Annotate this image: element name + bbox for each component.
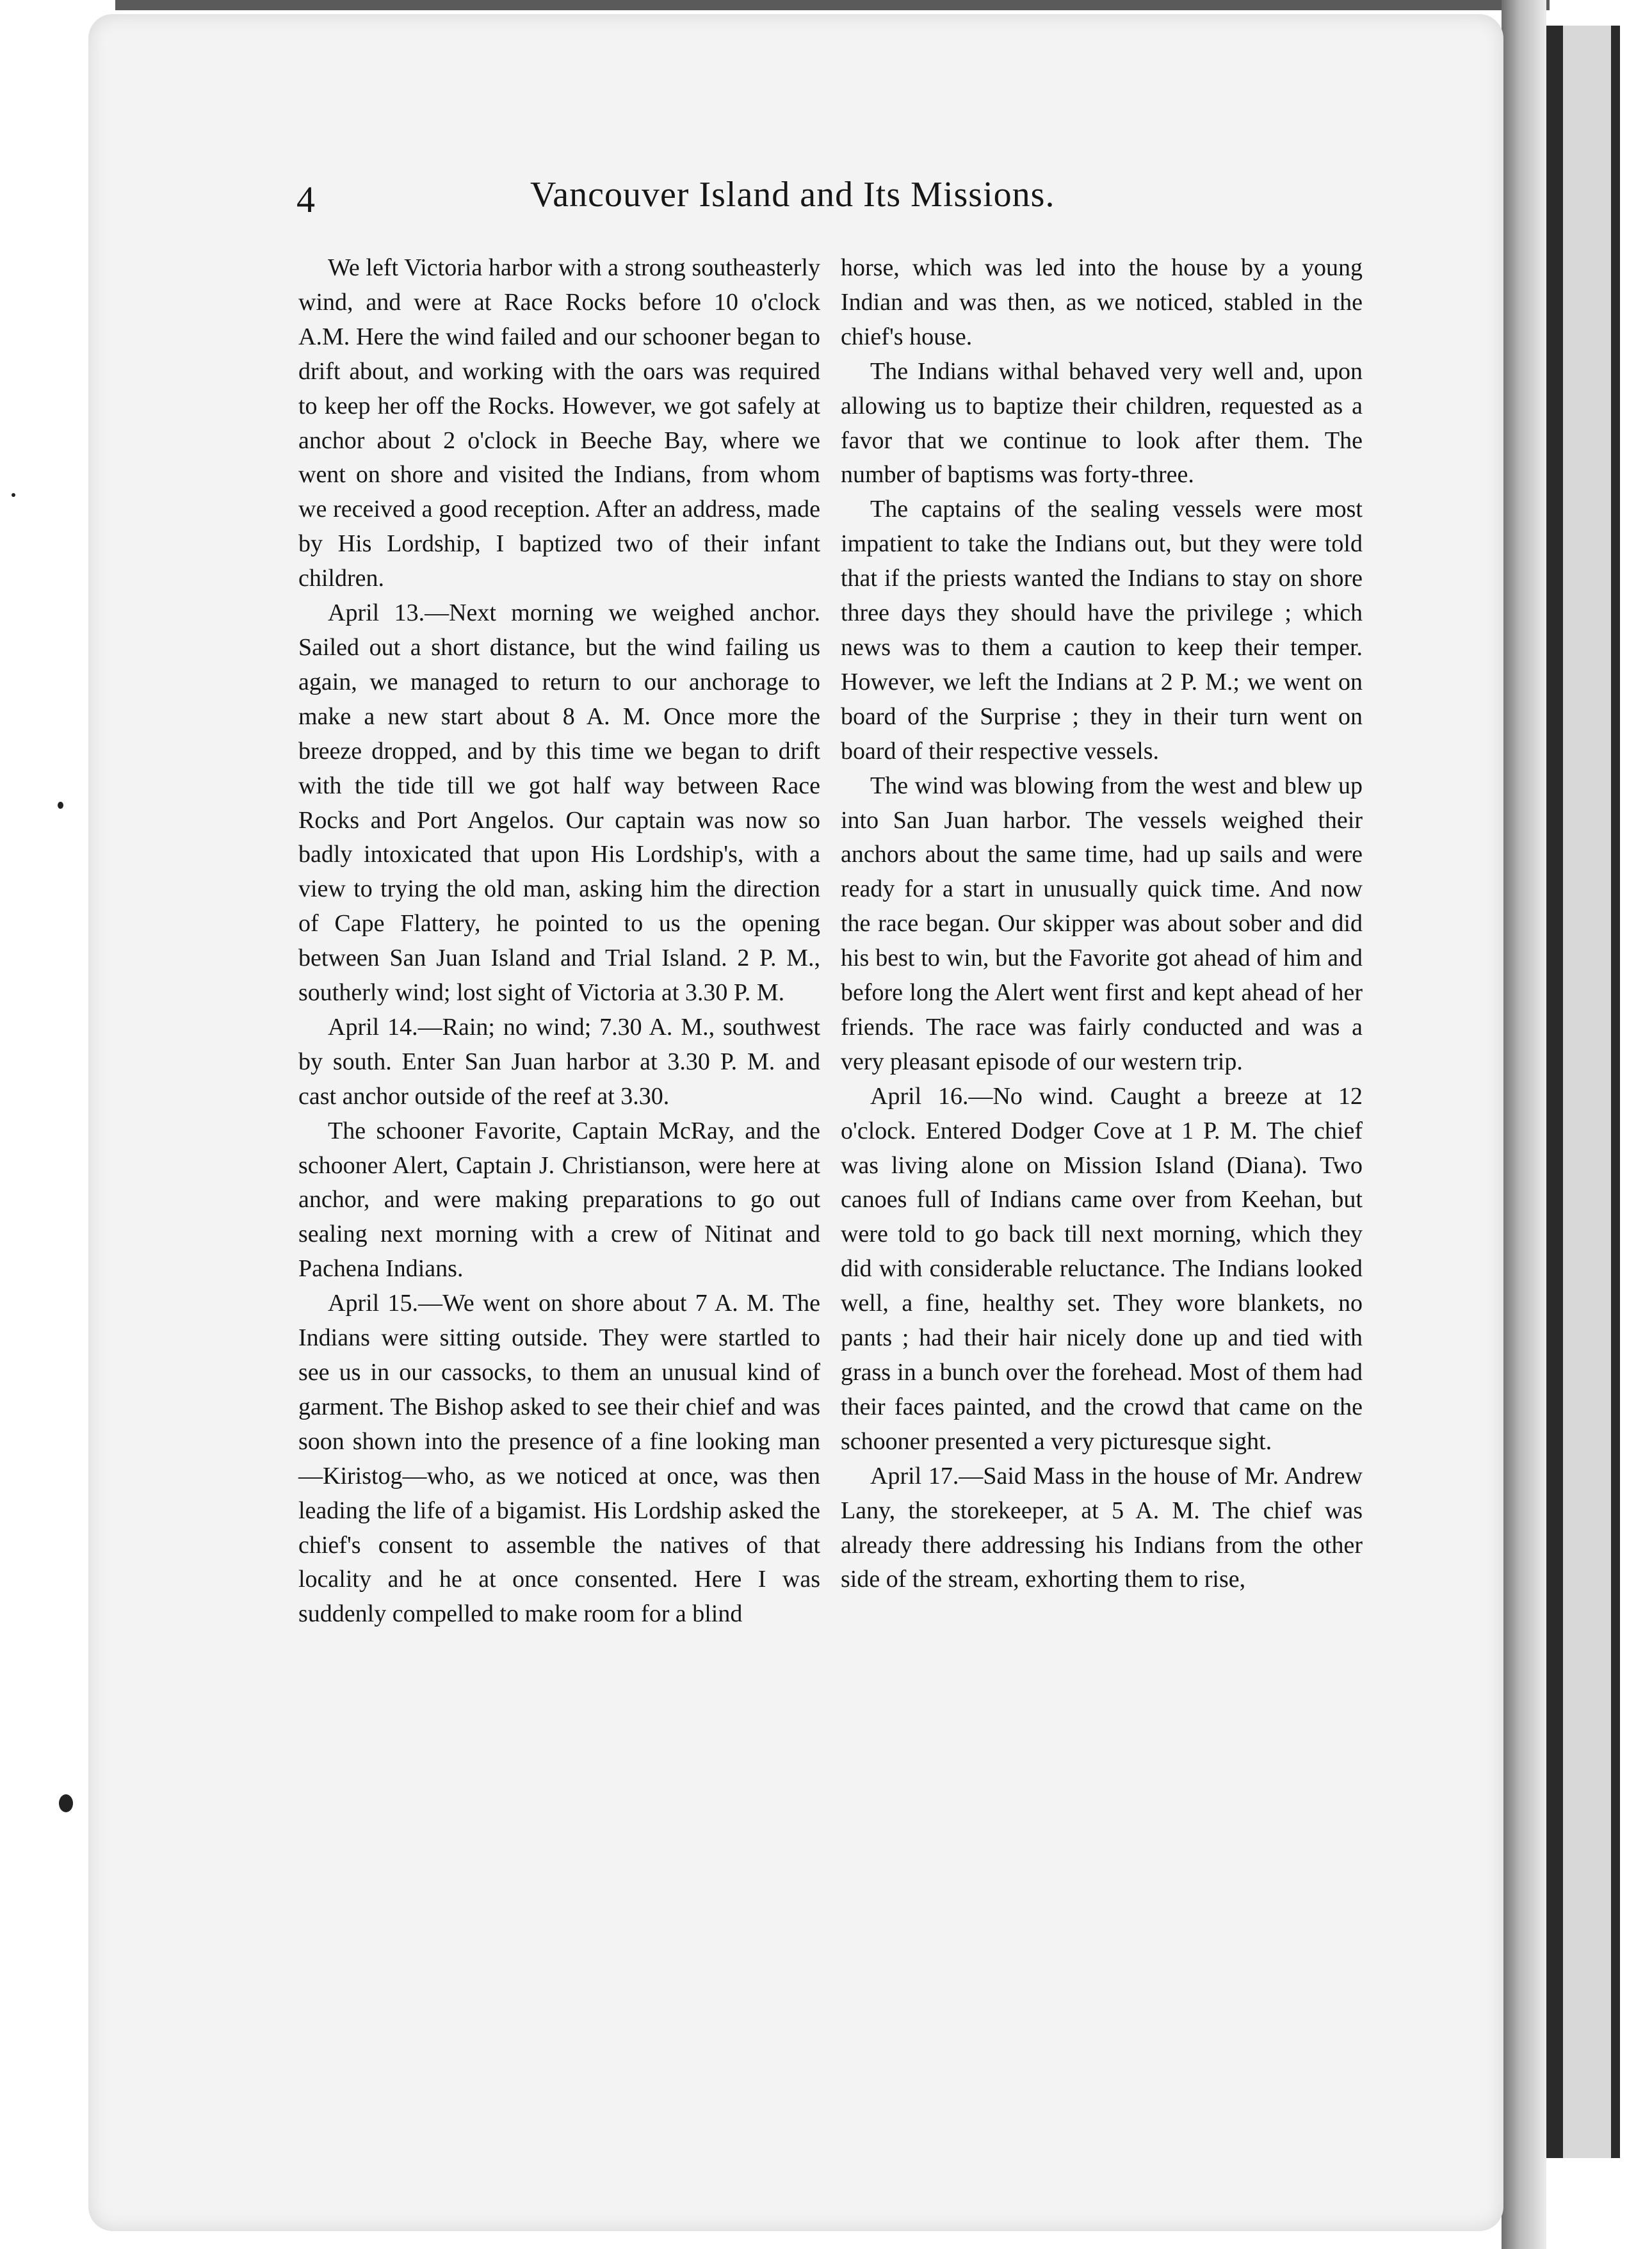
paragraph: The Indians withal behaved very well and, upon allowing us to baptize their children, requested as a favor that we continue to look after them. The number of baptisms was forty-three.	[841, 357, 1363, 489]
paragraph: April 13.—Next morning we weighed anchor. Sailed out a short distance, but the wind failing us again, we managed to return to our anchorage to make a new start about 8 A. M. Once more the breeze dropped, and by this time we began to drift with the tide till we got half way between Race Rocks and Port Angelos. Our captain was now so badly intoxicated that upon His Lordship's, with a view to trying the old man, asking him the direction of Cape Flattery, he pointed to us the opening between San Juan Island and Trial Island. 2 P. M., southerly wind; lost sight of Victoria at 3.30 P. M.	[298, 599, 820, 1007]
paragraph: The schooner Favorite, Captain McRay, and the schooner Alert, Captain J. Christianson, were here at anchor, and were making preparations to go out sealing next morning with a crew of Nitinat and Pachena Indians.	[298, 1117, 820, 1283]
next-page-edge	[1563, 26, 1611, 2158]
page-edge-shadow	[1502, 0, 1546, 2249]
text-column-left	[298, 251, 820, 1632]
scan-speck	[58, 802, 63, 809]
page-number: 4	[296, 179, 315, 220]
paragraph: April 16.—No wind. Caught a breeze at 12 o'clock. Entered Dodger Cove at 1 P. M. The chief was living alone on Mission Island (Diana). Two canoes full of Indians came over from Keehan, but were told to go back till next morning, which they did with considerable reluctance. The Indians looked well, a fine, healthy set. They wore blankets, no pants ; had their hair nicely done up and tied with grass in a bunch over the forehead. Most of them had their faces painted, and the crowd that came on the schooner presented a very picturesque sight.	[841, 1082, 1363, 1455]
running-title: Vancouver Island and Its Missions.	[530, 175, 1055, 215]
paragraph: horse, which was led into the house by a young Indian and was then, as we noticed, stabled in the chief's house.	[841, 254, 1363, 350]
scan-speck	[59, 1794, 73, 1812]
binding-edge	[1546, 26, 1563, 2158]
paragraph: April 14.—Rain; no wind; 7.30 A. M., southwest by south. Enter San Juan harbor at 3.30 P. M. and cast anchor outside of the reef at 3.30.	[298, 1013, 820, 1110]
paragraph: The wind was blowing from the west and blew up into San Juan harbor. The vessels weighed their anchors about the same time, had up sails and were ready for a start in unusually quick time. And now the race began. Our skipper was about sober and did his best to win, but the Favorite got ahead of him and before long the Alert went first and kept ahead of her friends. The race was fairly conducted and was a very pleasant episode of our western trip.	[841, 772, 1363, 1075]
paragraph: We left Victoria harbor with a strong southeasterly wind, and were at Race Rocks before 10 o'clock A.M. Here the wind failed and our schooner began to drift about, and working with the oars was required to keep her off the Rocks. However, we got safely at anchor about 2 o'clock in Beeche Bay, where we went on shore and visited the Indians, from whom we received a good reception. After an address, made by His Lordship, I baptized two of their infant children.	[298, 254, 820, 592]
paragraph: The captains of the sealing vessels were most impatient to take the Indians out, but they were told that if the priests wanted the Indians to stay on shore three days they should have the privilege ; which news was to them a caution to keep their temper. However, we left the Indians at 2 P. M.; we went on board of the Surprise ; they in their turn went on board of their respective vessels.	[841, 496, 1363, 765]
binding-edge-outer	[1611, 26, 1620, 2158]
paragraph: April 15.—We went on shore about 7 A. M. The Indians were sitting outside. They were startled to see us in our cassocks, to them an unusual kind of garment. The Bishop asked to see their chief and was soon shown into the presence of a fine looking man—Kiristog—who, as we noticed at once, was then leading the life of a bigamist. His Lordship asked the chief's consent to assemble the natives of that locality and he at once consented. Here I was suddenly compelled to make room for a blind	[298, 1290, 820, 1628]
text-column-right	[841, 251, 1363, 1597]
paragraph: April 17.—Said Mass in the house of Mr. Andrew Lany, the storekeeper, at 5 A. M. The chief was already there addressing his Indians from the other side of the stream, exhorting them to rise,	[841, 1462, 1363, 1593]
scan-speck	[12, 493, 15, 497]
scan-top-border	[115, 0, 1550, 10]
